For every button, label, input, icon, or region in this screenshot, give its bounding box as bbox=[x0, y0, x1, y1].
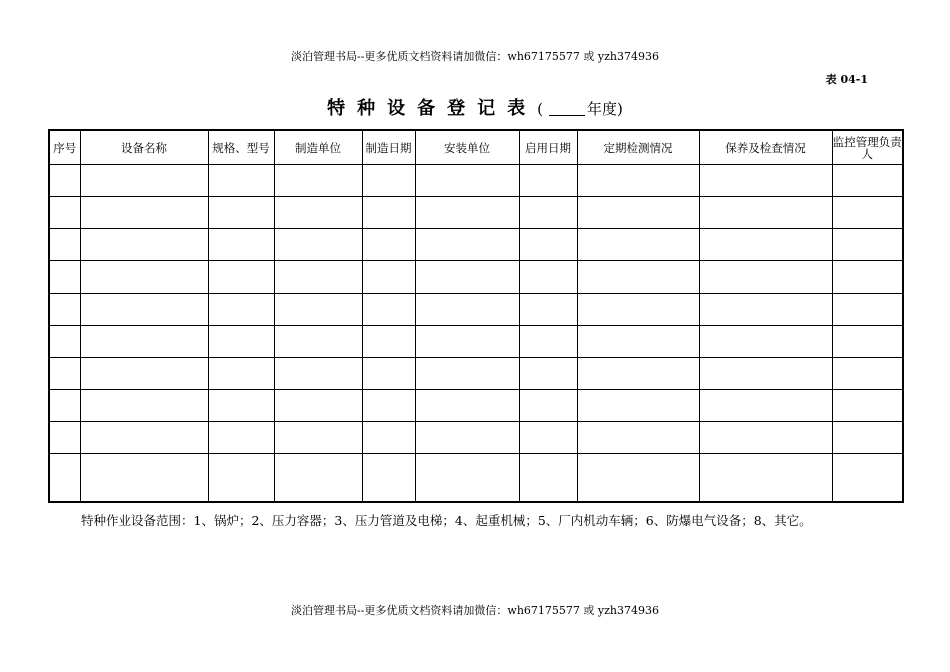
table-cell[interactable] bbox=[362, 357, 415, 389]
table-cell[interactable] bbox=[832, 454, 903, 502]
table-header-row bbox=[49, 130, 903, 165]
table-cell[interactable] bbox=[699, 454, 832, 502]
table-cell[interactable] bbox=[577, 229, 699, 261]
table-cell[interactable] bbox=[274, 325, 362, 357]
table-cell[interactable] bbox=[415, 197, 519, 229]
title-row bbox=[0, 94, 950, 120]
col-header-start-date: 启用日期 bbox=[519, 130, 577, 165]
table-cell[interactable] bbox=[80, 454, 208, 502]
col-header-installer: 安装单位 bbox=[415, 130, 519, 165]
table-cell[interactable] bbox=[274, 422, 362, 454]
table-cell[interactable] bbox=[49, 293, 80, 325]
table-cell[interactable] bbox=[577, 325, 699, 357]
table-cell[interactable] bbox=[699, 197, 832, 229]
table-body bbox=[49, 165, 903, 503]
table-cell[interactable] bbox=[80, 261, 208, 293]
table-cell[interactable] bbox=[519, 293, 577, 325]
table-cell[interactable] bbox=[274, 454, 362, 502]
table-cell[interactable] bbox=[577, 261, 699, 293]
table-cell[interactable] bbox=[80, 325, 208, 357]
table-cell[interactable] bbox=[832, 229, 903, 261]
table-cell[interactable] bbox=[80, 422, 208, 454]
table-cell[interactable] bbox=[208, 229, 274, 261]
table-cell[interactable] bbox=[415, 229, 519, 261]
table-cell[interactable] bbox=[519, 357, 577, 389]
table-cell[interactable] bbox=[832, 422, 903, 454]
table-cell[interactable] bbox=[415, 293, 519, 325]
table-cell[interactable] bbox=[362, 165, 415, 197]
table-row bbox=[49, 357, 903, 389]
table-row bbox=[49, 422, 903, 454]
table-cell[interactable] bbox=[415, 325, 519, 357]
table-cell[interactable] bbox=[80, 165, 208, 197]
table-cell[interactable] bbox=[208, 422, 274, 454]
table-cell[interactable] bbox=[49, 422, 80, 454]
table-cell[interactable] bbox=[208, 389, 274, 421]
table-cell[interactable] bbox=[699, 357, 832, 389]
table-cell[interactable] bbox=[519, 229, 577, 261]
table-row bbox=[49, 293, 903, 325]
table-cell[interactable] bbox=[699, 422, 832, 454]
table-cell[interactable] bbox=[80, 293, 208, 325]
table-cell[interactable] bbox=[699, 229, 832, 261]
table-cell[interactable] bbox=[80, 197, 208, 229]
table-cell[interactable] bbox=[519, 165, 577, 197]
form-number: 表 04-1 bbox=[825, 73, 868, 86]
year-open-paren: ( bbox=[537, 100, 543, 118]
table-cell[interactable] bbox=[519, 389, 577, 421]
table-cell[interactable] bbox=[577, 293, 699, 325]
table-cell[interactable] bbox=[577, 357, 699, 389]
table-cell[interactable] bbox=[699, 165, 832, 197]
table-cell[interactable] bbox=[274, 293, 362, 325]
table-cell[interactable] bbox=[415, 261, 519, 293]
table-cell[interactable] bbox=[832, 325, 903, 357]
col-header-manufacturer: 制造单位 bbox=[274, 130, 362, 165]
col-header-maintenance: 保养及检查情况 bbox=[699, 130, 832, 165]
col-header-spec-model: 规格、型号 bbox=[208, 130, 274, 165]
table-cell[interactable] bbox=[49, 197, 80, 229]
table-cell[interactable] bbox=[362, 389, 415, 421]
table-cell[interactable] bbox=[80, 229, 208, 261]
table-cell[interactable] bbox=[208, 165, 274, 197]
table-cell[interactable] bbox=[699, 389, 832, 421]
table-cell[interactable] bbox=[577, 165, 699, 197]
col-header-periodic-inspection: 定期检测情况 bbox=[577, 130, 699, 165]
table-cell[interactable] bbox=[208, 293, 274, 325]
table-cell[interactable] bbox=[577, 197, 699, 229]
table-cell[interactable] bbox=[362, 422, 415, 454]
table-cell[interactable] bbox=[362, 261, 415, 293]
table-cell[interactable] bbox=[699, 293, 832, 325]
table-cell[interactable] bbox=[699, 325, 832, 357]
table-row bbox=[49, 229, 903, 261]
year-blank-line[interactable] bbox=[549, 115, 585, 116]
col-header-serial: 序号 bbox=[49, 130, 80, 165]
table-cell[interactable] bbox=[362, 325, 415, 357]
table-cell[interactable] bbox=[362, 229, 415, 261]
table-cell[interactable] bbox=[49, 229, 80, 261]
table-cell[interactable] bbox=[519, 197, 577, 229]
page-header-text: 淡泊管理书局--更多优质文档资料请加微信：wh67175577 或 yzh374936 bbox=[291, 50, 659, 63]
table-cell[interactable] bbox=[415, 422, 519, 454]
table-cell[interactable] bbox=[49, 165, 80, 197]
table-cell[interactable] bbox=[274, 229, 362, 261]
table-cell[interactable] bbox=[208, 357, 274, 389]
table-row bbox=[49, 325, 903, 357]
table-row bbox=[49, 165, 903, 197]
table-cell[interactable] bbox=[208, 261, 274, 293]
table-cell[interactable] bbox=[80, 389, 208, 421]
table-cell[interactable] bbox=[274, 197, 362, 229]
table-cell[interactable] bbox=[80, 357, 208, 389]
table-cell[interactable] bbox=[274, 357, 362, 389]
table-cell[interactable] bbox=[274, 389, 362, 421]
table-cell[interactable] bbox=[832, 293, 903, 325]
table-cell[interactable] bbox=[577, 454, 699, 502]
table-cell[interactable] bbox=[415, 454, 519, 502]
table-cell[interactable] bbox=[208, 325, 274, 357]
table-cell[interactable] bbox=[415, 357, 519, 389]
table-row bbox=[49, 197, 903, 229]
col-header-equipment-name: 设备名称 bbox=[80, 130, 208, 165]
table-row bbox=[49, 261, 903, 293]
table-cell[interactable] bbox=[49, 357, 80, 389]
table-cell[interactable] bbox=[519, 454, 577, 502]
table-cell[interactable] bbox=[274, 261, 362, 293]
table-cell[interactable] bbox=[415, 165, 519, 197]
year-label: 年度) bbox=[587, 100, 623, 118]
col-header-manufacture-date: 制造日期 bbox=[362, 130, 415, 165]
table-cell[interactable] bbox=[208, 454, 274, 502]
table-cell[interactable] bbox=[362, 197, 415, 229]
year-field bbox=[537, 100, 623, 118]
table-cell[interactable] bbox=[699, 261, 832, 293]
table-cell[interactable] bbox=[577, 389, 699, 421]
page-footer-text: 淡泊管理书局--更多优质文档资料请加微信：wh67175577 或 yzh374936 bbox=[291, 604, 659, 617]
table-cell[interactable] bbox=[832, 261, 903, 293]
table-cell[interactable] bbox=[49, 454, 80, 502]
table-cell[interactable] bbox=[577, 422, 699, 454]
equipment-register-table bbox=[48, 129, 904, 503]
table-row bbox=[49, 389, 903, 421]
table-cell[interactable] bbox=[49, 325, 80, 357]
table-cell[interactable] bbox=[362, 454, 415, 502]
table-cell[interactable] bbox=[832, 165, 903, 197]
table-cell[interactable] bbox=[362, 293, 415, 325]
table-cell[interactable] bbox=[832, 389, 903, 421]
table-cell[interactable] bbox=[832, 197, 903, 229]
table-cell[interactable] bbox=[519, 422, 577, 454]
col-header-supervisor: 监控管理负责人 bbox=[832, 130, 903, 165]
table-cell[interactable] bbox=[49, 389, 80, 421]
table-row bbox=[49, 454, 903, 502]
equipment-scope-note: 特种作业设备范围：1、锅炉；2、压力容器；3、压力管道及电梯；4、起重机械；5、厂内机动车辆；6、防爆电气设备；8、其它。 bbox=[81, 513, 812, 528]
table-cell[interactable] bbox=[519, 325, 577, 357]
table-cell[interactable] bbox=[832, 357, 903, 389]
table-cell[interactable] bbox=[49, 261, 80, 293]
table-cell[interactable] bbox=[274, 165, 362, 197]
table-cell[interactable] bbox=[208, 197, 274, 229]
table-cell[interactable] bbox=[519, 261, 577, 293]
table-cell[interactable] bbox=[415, 389, 519, 421]
form-title: 特种设备登记表 bbox=[327, 98, 538, 119]
